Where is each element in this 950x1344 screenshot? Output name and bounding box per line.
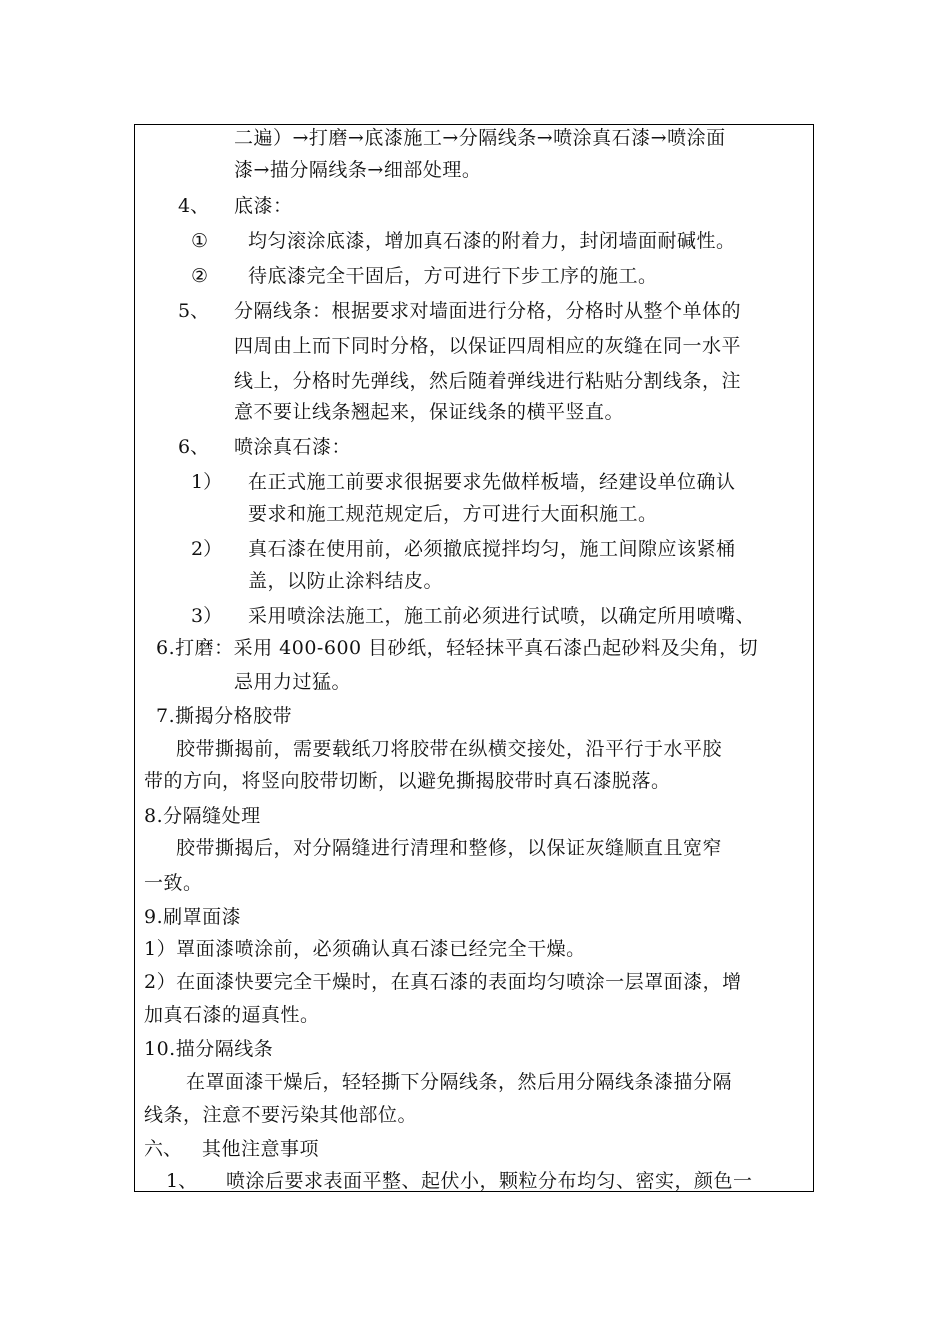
item-number: 1） <box>191 471 223 493</box>
text-line: 一致。 <box>144 872 203 894</box>
text-line: 均匀滚涂底漆，增加真石漆的附着力，封闭墙面耐碱性。 <box>248 230 736 252</box>
text-line: 在罩面漆干燥后，轻轻撕下分隔线条，然后用分隔线条漆描分隔 <box>186 1071 733 1093</box>
text-line: 忌用力过猛。 <box>234 671 352 693</box>
text-line: 真石漆在使用前，必须撤底搅拌均匀，施工间隙应该紧桶 <box>248 538 736 560</box>
text-line: 分隔线条：根据要求对墙面进行分格，分格时从整个单体的 <box>234 300 742 322</box>
text-line: 盖，以防止涂料结皮。 <box>248 570 444 592</box>
text-line: 线上，分格时先弹线，然后随着弹线进行粘贴分割线条，注 <box>234 370 742 392</box>
text-line: 带的方向，将竖向胶带切断，以避免撕揭胶带时真石漆脱落。 <box>144 770 671 792</box>
text-line: 胶带撕揭后，对分隔缝进行清理和整修，以保证灰缝顺直且宽窄 <box>176 837 723 859</box>
section-heading: 7.撕揭分格胶带 <box>156 705 293 727</box>
text-line: 胶带撕揭前，需要载纸刀将胶带在纵横交接处，沿平行于水平胶 <box>176 738 723 760</box>
item-number: ② <box>191 265 209 287</box>
item-number: 4、 <box>178 195 210 217</box>
text-line: 在正式施工前要求很据要求先做样板墙，经建设单位确认 <box>248 471 736 493</box>
item-number: 5、 <box>178 300 210 322</box>
item-number: ① <box>191 230 209 252</box>
text-line: 采用喷涂法施工，施工前必须进行试喷，以确定所用喷嘴、 <box>248 605 756 627</box>
text-line: 1）罩面漆喷涂前，必须确认真石漆已经完全干燥。 <box>144 938 586 960</box>
text-line: 漆→描分隔线条→细部处理。 <box>234 159 482 181</box>
section-heading: 9.刷罩面漆 <box>144 906 242 928</box>
text-line: 要求和施工规范规定后，方可进行大面积施工。 <box>248 503 658 525</box>
text-line: 待底漆完全干固后，方可进行下步工序的施工。 <box>248 265 658 287</box>
text-line: 二遍）→打磨→底漆施工→分隔线条→喷涂真石漆→喷涂面 <box>234 127 726 149</box>
text-line: 6.打磨：采用 400-600 目砂纸，轻轻抹平真石漆凸起砂料及尖角，切 <box>156 637 759 659</box>
text-line: 四周由上而下同时分格，以保证四周相应的灰缝在同一水平 <box>234 335 742 357</box>
section-heading: 其他注意事项 <box>202 1138 320 1160</box>
section-heading: 10.描分隔线条 <box>144 1038 274 1060</box>
item-number: 六、 <box>144 1138 183 1160</box>
text-line: 意不要让线条翘起来，保证线条的横平竖直。 <box>234 401 625 423</box>
item-number: 6、 <box>178 436 210 458</box>
text-line: 线条，注意不要污染其他部位。 <box>144 1104 418 1126</box>
text-line: 加真石漆的逼真性。 <box>144 1004 320 1026</box>
text-line: 喷涂真石漆： <box>234 436 352 458</box>
text-line: 2）在面漆快要完全干燥时，在真石漆的表面均匀喷涂一层罩面漆，增 <box>144 971 742 993</box>
section-heading: 8.分隔缝处理 <box>144 805 261 827</box>
text-line: 底漆： <box>234 195 293 217</box>
item-number: 1、 <box>166 1170 198 1192</box>
text-line: 喷涂后要求表面平整、起伏小，颗粒分布均匀、密实，颜色一 <box>226 1170 753 1192</box>
item-number: 3） <box>191 605 223 627</box>
item-number: 2） <box>191 538 223 560</box>
